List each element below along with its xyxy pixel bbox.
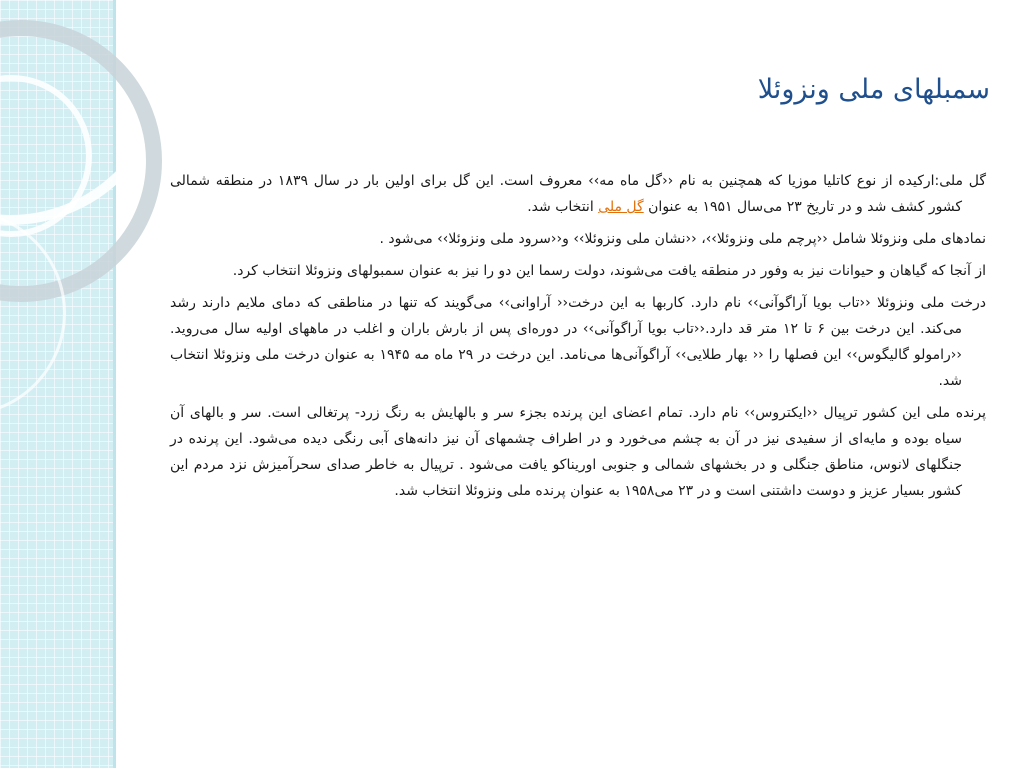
national-flower-link[interactable]: گل ملی — [598, 199, 644, 215]
paragraph-text: گل ملی:ارکیده از نوع کاتلیا موزیا که همچنین به نام ‹‹گل ماه مه›› معروف است. این گل برای اولین بار در سال ۱۸۳۹ در منطقه شمالی کشور کشف شد و در تاریخ ۲۳ می‌سال ۱۹۵۱ به عنوان — [170, 173, 987, 215]
paragraph-national-symbols: نمادهای ملی ونزوئلا شامل ‹‹پرچم ملی ونزوئلا››، ‹‹نشان ملی ونزوئلا›› و‹‹سرود ملی ونزوئلا›› می‌شود . — [379, 231, 986, 247]
paragraph-text: انتخاب شد. — [527, 199, 599, 215]
paragraph-national-tree: درخت ملی ونزوئلا ‹‹تاب بویا آراگوآنی›› نام دارد. کاربها به این درخت‹‹ آراوانی›› می‌گویند که تنها در مناطقی که دمای ملایم دارند رشد می‌کند. این درخت بین ۶ تا ۱۲ متر قد دارد.‹‹تاب بویا آراگوآنی›› در دوره‌ای پس از بارش باران و اغلب در ماههای اولیه سال می‌روید. ‹‹رامولو گالیگوس›› این فصلها را ‹‹ بهار طلایی›› آراگوآنی‌ها می‌نامد. این درخت در ۲۹ ماه مه ۱۹۴۵ به عنوان درخت ملی ونزوئلا انتخاب شد. — [170, 295, 986, 389]
paragraph-national-bird: پرنده ملی این کشور ترپیال ‹‹ایکتروس›› نام دارد. تمام اعضای این پرنده بجزء سر و بالهایش به رنگ زرد- پرتغالی است. سر و بالهای آن سیاه بوده و مایه‌ای از سفیدی نیز در آن به چشم می‌خورد و در اطراف چشمهای آن نیز دانه‌های آبی رنگی دیده می‌شود. این پرنده در جنگلهای لانوس، مناطق جنگلی و در بخشهای شمالی و جنوبی اوریناکو یافت می‌شود . ترپیال به خاطر صدای سحرآمیزش نزد مردم این کشور بسیار عزیز و دوست داشتنی است و در ۲۳ می۱۹۵۸ به عنوان پرنده ملی ونزوئلا انتخاب شد. — [170, 405, 986, 499]
paragraph-flora-fauna: از آنجا که گیاهان و حیوانات نیز به وفور در منطقه یافت می‌شوند، دولت رسما این دو را نیز به عنوان سمبولهای ونزوئلا انتخاب کرد. — [232, 263, 986, 279]
paragraph-national-flower — [170, 168, 986, 220]
slide-body — [170, 168, 986, 510]
slide-title: سمبلهای ملی ونزوئلا — [757, 74, 990, 105]
